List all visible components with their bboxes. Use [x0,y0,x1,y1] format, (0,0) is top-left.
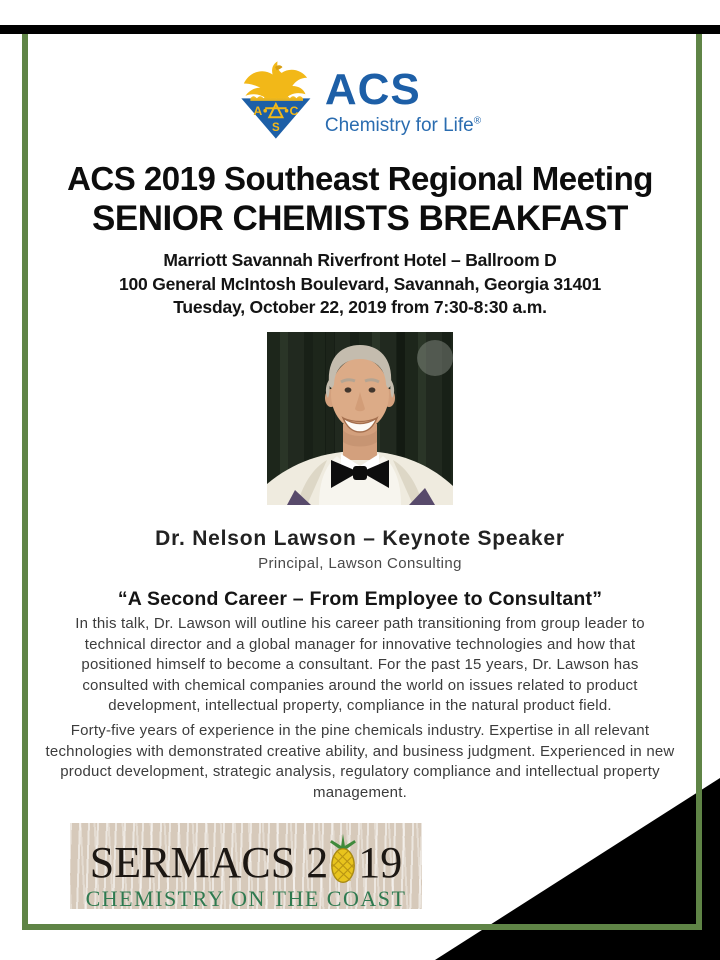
left-green-border [22,34,28,930]
sermacs-logo [70,823,422,909]
speaker-name: Dr. Nelson Lawson – Keynote Speaker [155,527,565,550]
acs-wordmark [325,60,481,137]
top-black-bar [0,25,720,34]
talk-title: “A Second Career – From Employee to Consultant” [117,588,603,610]
event-info [30,249,690,320]
acs-tagline-text: Chemistry for Life® [324,115,482,136]
event-address: 100 General McIntosh Boulevard, Savannah, Georgia 31401 [118,273,602,294]
event-venue: Marriott Savannah Riverfront Hotel – Ballroom D [163,250,557,270]
acs-acronym-text: ACS [324,65,421,114]
svg-text:A: A [253,103,263,118]
acs-logo [239,60,481,140]
registered-mark: ® [473,115,482,127]
bottom-right-black-triangle [435,778,720,960]
svg-text:C: C [289,103,299,118]
event-title: ACS 2019 Southeast Regional Meeting [67,160,653,197]
svg-text:S: S [272,122,280,135]
acs-eagle-triangle-icon [239,60,313,140]
pineapple-icon [329,833,357,885]
bottom-green-border [22,924,702,930]
speaker-role: Principal, Lawson Consulting [258,555,462,572]
speaker-portrait-illustration [267,332,453,505]
right-green-border [696,34,702,930]
event-subtitle: SENIOR CHEMISTS BREAKFAST [92,199,628,238]
talk-abstract: In this talk, Dr. Lawson will outline his career path transitioning from group leader to technical director and a global manager for innovative technologies and how that positioned himself to become a consultant. For the past 15 years, Dr. Lawson has consulted with chemical companies around the world on issues related to product development, intellectual property, compliance in the natural product field. [75,615,645,715]
sermacs-name: SERMACS 2 19 [70,833,422,885]
event-datetime: Tuesday, October 22, 2019 from 7:30-8:30 a.m. [173,297,547,317]
sermacs-tagline: CHEMISTRY ON THE COAST [85,886,407,909]
speaker-photo [267,332,453,505]
speaker-bio: Forty-five years of experience in the pine chemicals industry. Expertise in all relevant technologies with demonstrated creative ability, and business judgment. Experienced in new product development, strategic analysis, regulatory compliance and intellectual property management. [45,722,675,801]
